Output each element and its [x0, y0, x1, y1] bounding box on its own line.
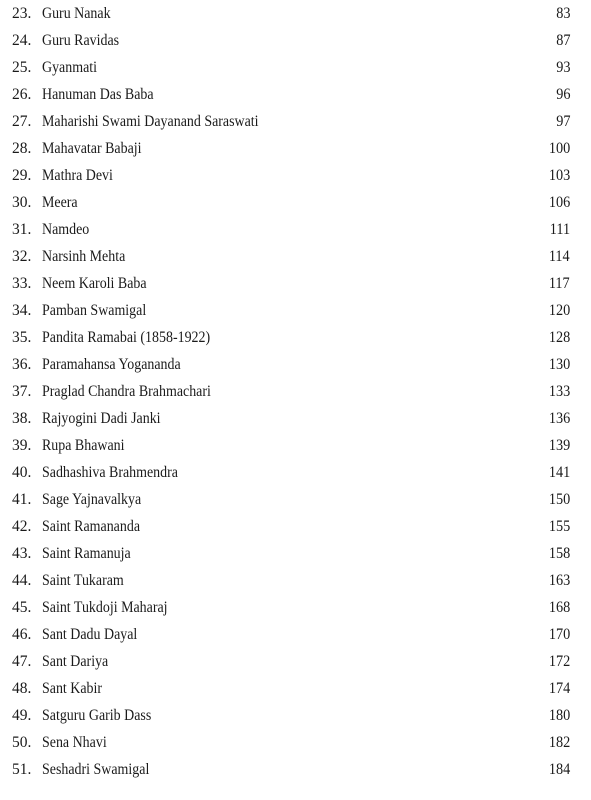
- toc-entry: [0, 378, 591, 405]
- entry-number: 24.: [12, 32, 32, 49]
- entry-number: 49.: [12, 707, 32, 724]
- toc-entry: [0, 0, 591, 27]
- entry-title: Satguru Garib Dass: [42, 707, 152, 724]
- toc-entry: [0, 513, 591, 540]
- entry-number: 23.: [12, 5, 32, 22]
- entry-title: Sant Dariya: [42, 653, 109, 670]
- entry-title: Hanuman Das Baba: [42, 86, 154, 103]
- toc-entry: [0, 594, 591, 621]
- entry-title: Sadhashiva Brahmendra: [42, 464, 178, 481]
- entry-number: 35.: [12, 329, 32, 346]
- entry-page-number: 106: [548, 194, 570, 211]
- entry-number: 31.: [12, 221, 32, 238]
- toc-entry: [0, 81, 591, 108]
- toc-entry: [0, 540, 591, 567]
- entry-page-number: 139: [548, 437, 570, 454]
- entry-number: 44.: [12, 572, 32, 589]
- entry-page-number: 174: [548, 680, 570, 697]
- toc-entry: [0, 324, 591, 351]
- entry-title: Praglad Chandra Brahmachari: [42, 383, 211, 400]
- toc-entry: [0, 675, 591, 702]
- entry-page-number: 172: [548, 653, 570, 670]
- entry-title: Mahavatar Babaji: [42, 140, 142, 157]
- toc-entry: [0, 297, 591, 324]
- entry-page-number: 168: [548, 599, 570, 616]
- entry-page-number: 180: [548, 707, 570, 724]
- toc-entry: [0, 729, 591, 756]
- toc-entry: [0, 108, 591, 135]
- toc-entry: [0, 162, 591, 189]
- entry-page-number: 158: [548, 545, 570, 562]
- entry-number: 41.: [12, 491, 32, 508]
- toc-entry: [0, 648, 591, 675]
- entry-page-number: 114: [549, 248, 570, 265]
- entry-number: 30.: [12, 194, 32, 211]
- entry-title: Sage Yajnavalkya: [42, 491, 142, 508]
- entry-title: Namdeo: [42, 221, 90, 238]
- entry-title: Saint Tukdoji Maharaj: [42, 599, 168, 616]
- entry-title: Maharishi Swami Dayanand Saraswati: [42, 113, 259, 130]
- entry-page-number: 170: [548, 626, 570, 643]
- entry-page-number: 141: [548, 464, 570, 481]
- toc-entry: [0, 243, 591, 270]
- toc-entry: [0, 405, 591, 432]
- toc-entry: [0, 189, 591, 216]
- entry-number: 43.: [12, 545, 32, 562]
- entry-page-number: 93: [555, 59, 570, 76]
- entry-title: Saint Ramananda: [42, 518, 141, 535]
- entry-title: Guru Ravidas: [42, 32, 120, 49]
- entry-page-number: 163: [548, 572, 570, 589]
- entry-title: Pamban Swamigal: [42, 302, 147, 319]
- entry-page-number: 130: [548, 356, 570, 373]
- toc-entry: [0, 135, 591, 162]
- entry-page-number: 136: [548, 410, 570, 427]
- toc-entry: [0, 756, 591, 783]
- entry-title: Sant Dadu Dayal: [42, 626, 138, 643]
- entry-page-number: 133: [548, 383, 570, 400]
- entry-page-number: 83: [555, 5, 570, 22]
- entry-title: Sena Nhavi: [42, 734, 107, 751]
- entry-number: 28.: [12, 140, 32, 157]
- entry-page-number: 155: [548, 518, 570, 535]
- toc-entry: [0, 351, 591, 378]
- entry-title: Pandita Ramabai (1858-1922): [42, 329, 211, 346]
- toc-entry: [0, 621, 591, 648]
- toc-entry: [0, 27, 591, 54]
- entry-page-number: 150: [548, 491, 570, 508]
- entry-title: Neem Karoli Baba: [42, 275, 147, 292]
- entry-number: 32.: [12, 248, 32, 265]
- entry-page-number: 97: [555, 113, 570, 130]
- toc-entry: [0, 486, 591, 513]
- entry-number: 51.: [12, 761, 32, 778]
- entry-page-number: 111: [549, 221, 570, 238]
- entry-title: Gyanmati: [42, 59, 98, 76]
- entry-title: Paramahansa Yogananda: [42, 356, 181, 373]
- entry-number: 25.: [12, 59, 32, 76]
- entry-number: 50.: [12, 734, 32, 751]
- entry-number: 46.: [12, 626, 32, 643]
- entry-title: Guru Nanak: [42, 5, 111, 22]
- toc-entry: [0, 567, 591, 594]
- entry-number: 39.: [12, 437, 32, 454]
- entry-title: Seshadri Swamigal: [42, 761, 150, 778]
- entry-number: 34.: [12, 302, 32, 319]
- toc-entry: [0, 54, 591, 81]
- entry-page-number: 184: [548, 761, 570, 778]
- toc-entry: [0, 270, 591, 297]
- entry-page-number: 128: [548, 329, 570, 346]
- entry-title: Narsinh Mehta: [42, 248, 126, 265]
- entry-number: 29.: [12, 167, 32, 184]
- toc-entry: [0, 216, 591, 243]
- entry-title: Sant Kabir: [42, 680, 103, 697]
- entry-number: 48.: [12, 680, 32, 697]
- toc-entry: [0, 459, 591, 486]
- entry-number: 27.: [12, 113, 32, 130]
- entry-number: 26.: [12, 86, 32, 103]
- entry-page-number: 96: [555, 86, 570, 103]
- entry-page-number: 103: [548, 167, 570, 184]
- entry-title: Meera: [42, 194, 78, 211]
- entry-number: 37.: [12, 383, 32, 400]
- entry-number: 40.: [12, 464, 32, 481]
- entry-title: Saint Ramanuja: [42, 545, 131, 562]
- entry-number: 47.: [12, 653, 32, 670]
- entry-title: Rupa Bhawani: [42, 437, 125, 454]
- entry-number: 33.: [12, 275, 32, 292]
- toc-entry: [0, 432, 591, 459]
- entry-number: 45.: [12, 599, 32, 616]
- entry-number: 38.: [12, 410, 32, 427]
- toc-entry: [0, 702, 591, 729]
- entry-title: Rajyogini Dadi Janki: [42, 410, 161, 427]
- entry-title: Saint Tukaram: [42, 572, 124, 589]
- entry-page-number: 182: [548, 734, 570, 751]
- entry-page-number: 87: [555, 32, 570, 49]
- entry-title: Mathra Devi: [42, 167, 113, 184]
- entry-number: 36.: [12, 356, 32, 373]
- entry-page-number: 120: [548, 302, 570, 319]
- entry-page-number: 100: [548, 140, 570, 157]
- entry-number: 42.: [12, 518, 32, 535]
- entry-page-number: 117: [549, 275, 570, 292]
